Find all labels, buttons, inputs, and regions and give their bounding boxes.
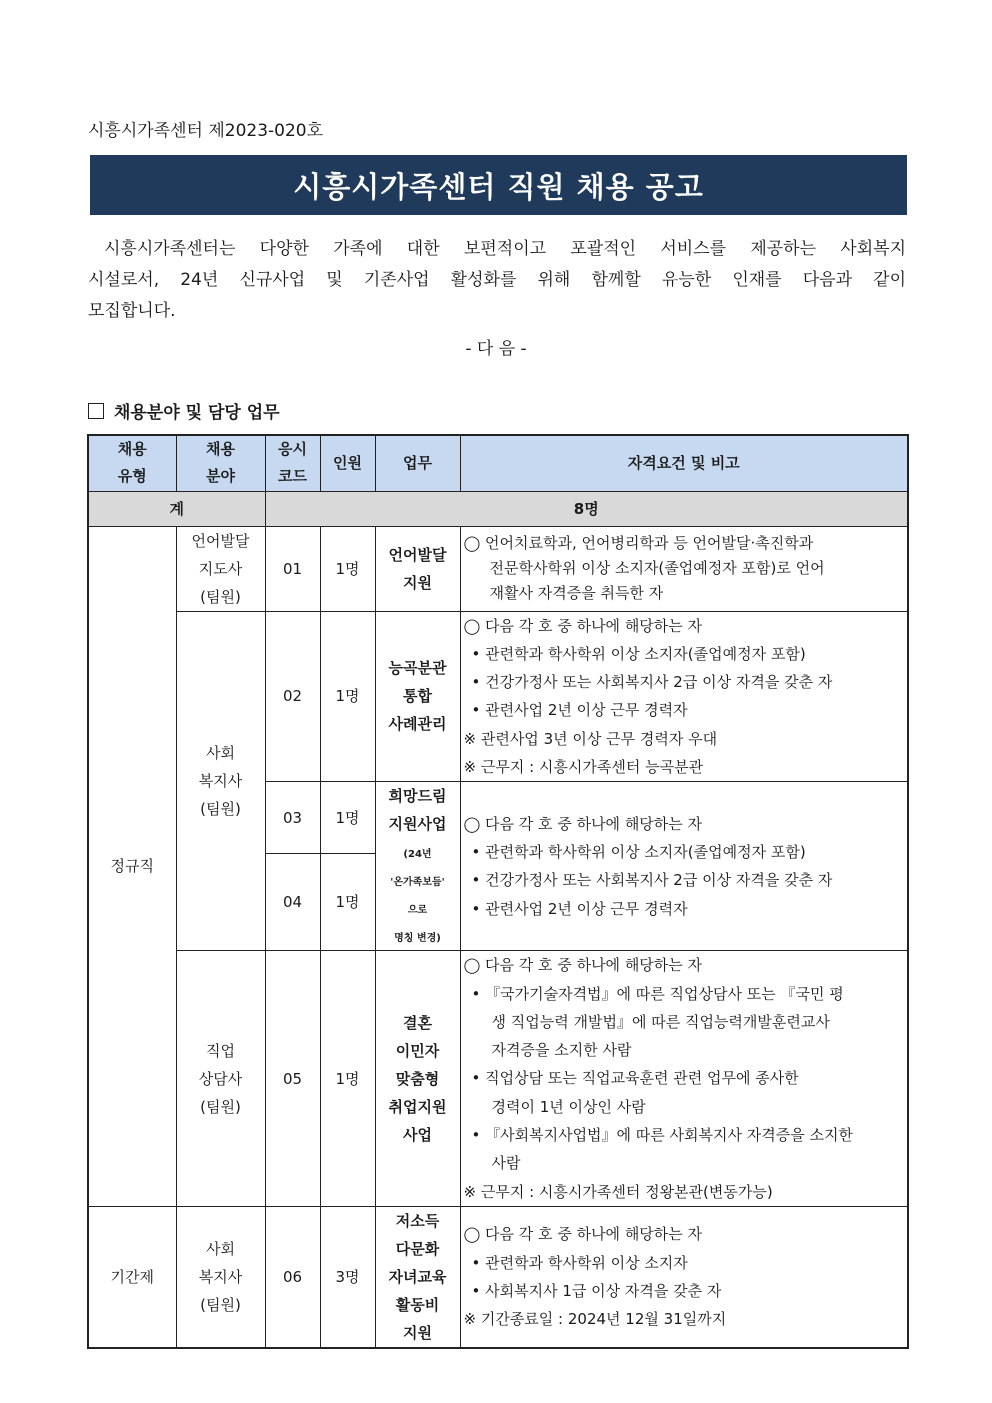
duty-cell: 희망드림 지원사업 (24년 '온가족보듬' 으로 명칭 변경) — [375, 782, 460, 951]
qualification-cell: ◯ 다음 각 호 중 하나에 해당하는 자 • 『국가기술자격법』에 따른 직업상담사 또는 『국민 평 생 직업능력 개발법』에 따른 직업능력개발훈련교사 자격증을 소지한 사람 • 직업상담 또는 직업교육훈련 관련 업무에 종사한 경력이 1년 이상인 사람 • 『사회복지사업법』에 따른 사회복지사 자격증을 소지한 사람 ※ 근무지 : 시흥시가족센터 정왕본관(변동가능) — [460, 951, 908, 1207]
field-cell: 언어발달 지도사 (팀원) — [176, 526, 265, 611]
section-heading — [88, 398, 280, 423]
header-qualification: 자격요건 및 비고 — [460, 435, 908, 491]
type-contract: 기간제 — [88, 1206, 176, 1348]
code-cell: 02 — [265, 611, 320, 782]
total-value: 8명 — [265, 491, 908, 526]
total-label: 계 — [88, 491, 265, 526]
header-code: 응시 코드 — [265, 435, 320, 491]
duty-cell: 저소득 다문화 자녀교육 활동비 지원 — [375, 1206, 460, 1348]
qualification-cell: ◯ 다음 각 호 중 하나에 해당하는 자 • 관련학과 학사학위 이상 소지자(졸업예정자 포함) • 건강가정사 또는 사회복지사 2급 이상 자격을 갖춘 자 • 관련사업 2년 이상 근무 경력자 ※ 관련사업 3년 이상 근무 경력자 우대 ※ 근무지 : 시흥시가족센터 능곡분관 — [460, 611, 908, 782]
duty-cell: 능곡분관 통합 사례관리 — [375, 611, 460, 782]
header-field: 채용 분야 — [176, 435, 265, 491]
table-row — [88, 951, 908, 1207]
checkbox-square-icon — [88, 403, 104, 419]
intro-line: 시흥시가족센터는 다양한 가족에 대한 보편적이고 포괄적인 서비스를 제공하는 사회복지 — [104, 239, 906, 259]
table-header-row — [88, 435, 908, 491]
count-cell: 1명 — [320, 782, 375, 854]
field-cell: 사회 복지사 (팀원) — [176, 611, 265, 951]
qualification-cell: ◯ 다음 각 호 중 하나에 해당하는 자 • 관련학과 학사학위 이상 소지자 • 사회복지사 1급 이상 자격을 갖춘 자 ※ 기간종료일 : 2024년 12월 31일까지 — [460, 1206, 908, 1348]
count-cell: 1명 — [320, 526, 375, 611]
table-row — [88, 611, 908, 782]
code-cell: 04 — [265, 854, 320, 951]
header-type: 채용 유형 — [88, 435, 176, 491]
code-cell: 05 — [265, 951, 320, 1207]
count-cell: 1명 — [320, 951, 375, 1207]
field-cell: 사회 복지사 (팀원) — [176, 1206, 265, 1348]
count-cell: 1명 — [320, 854, 375, 951]
qualification-cell: ◯ 다음 각 호 중 하나에 해당하는 자 • 관련학과 학사학위 이상 소지자(졸업예정자 포함) • 건강가정사 또는 사회복지사 2급 이상 자격을 갖춘 자 • 관련사업 2년 이상 근무 경력자 — [460, 782, 908, 951]
table-row — [88, 1206, 908, 1348]
code-cell: 03 — [265, 782, 320, 854]
total-row — [88, 491, 908, 526]
duty-cell: 결혼 이민자 맞춤형 취업지원 사업 — [375, 951, 460, 1207]
qualification-cell: ◯ 언어치료학과, 언어병리학과 등 언어발달·촉진학과 전문학사학위 이상 소지자(졸업예정자 포함)로 언어 재활사 자격증을 취득한 자 — [460, 526, 908, 611]
header-duty: 업무 — [375, 435, 460, 491]
code-cell: 01 — [265, 526, 320, 611]
intro-paragraph — [88, 234, 906, 327]
count-cell: 1명 — [320, 611, 375, 782]
intro-line: 모집합니다. — [88, 301, 176, 321]
damum-heading: - 다 음 - — [465, 339, 527, 359]
recruitment-table — [87, 434, 909, 1349]
intro-line: 시설로서, 24년 신규사업 및 기존사업 활성화를 위해 함께할 유능한 인재를 다음과 같이 — [88, 270, 906, 290]
count-cell: 3명 — [320, 1206, 375, 1348]
section-title: 채용분야 및 담당 업무 — [114, 403, 280, 423]
header-count: 인원 — [320, 435, 375, 491]
table-row — [88, 526, 908, 611]
type-regular: 정규직 — [88, 526, 176, 1206]
document-number: 시흥시가족센터 제2023-020호 — [88, 121, 324, 141]
duty-cell: 언어발달 지원 — [375, 526, 460, 611]
code-cell: 06 — [265, 1206, 320, 1348]
page-title: 시흥시가족센터 직원 채용 공고 — [90, 155, 907, 215]
field-cell: 직업 상담사 (팀원) — [176, 951, 265, 1207]
